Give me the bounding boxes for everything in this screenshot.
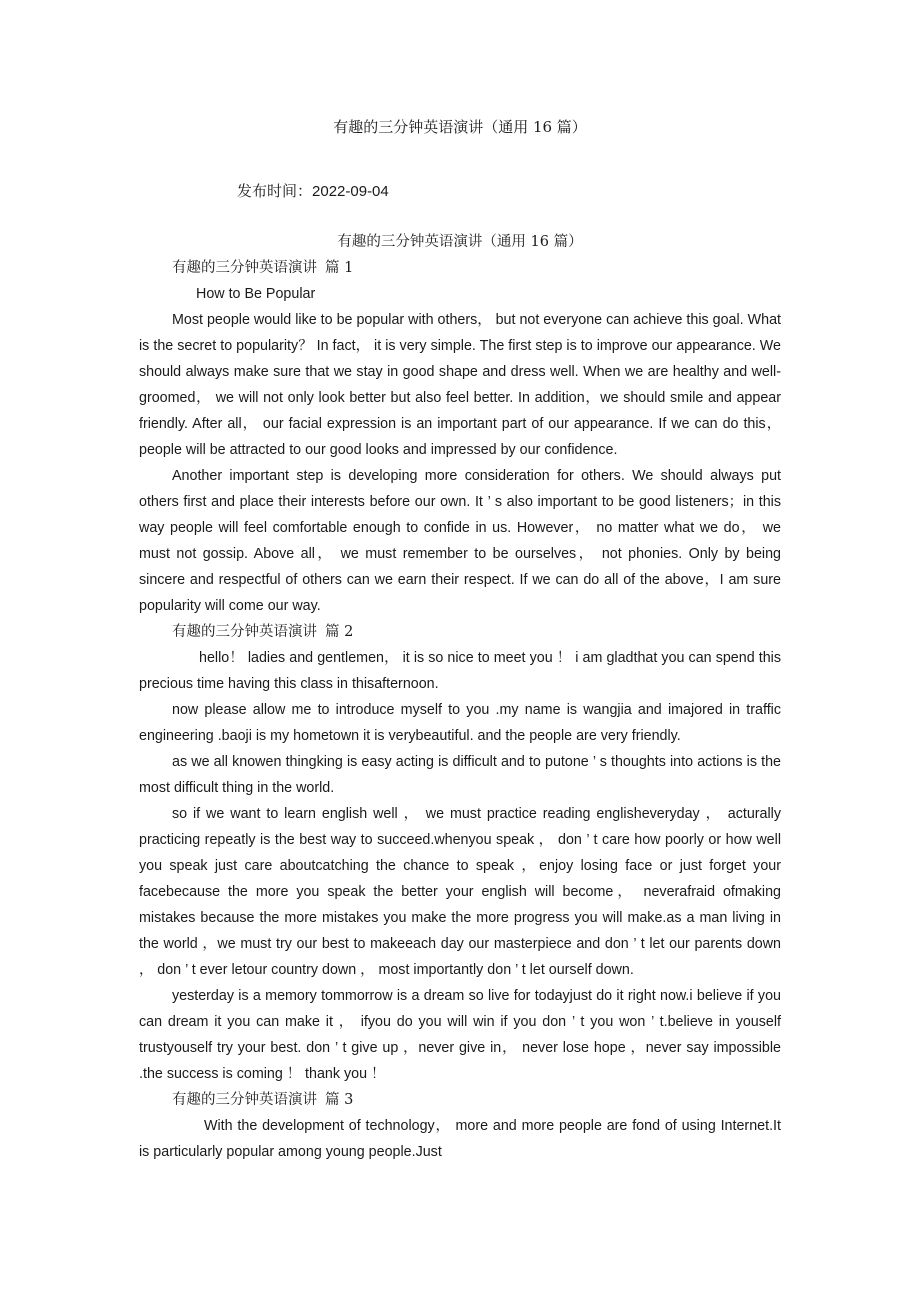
section-heading-2 [139, 619, 781, 645]
section-number: 篇 2 [325, 624, 354, 640]
section-heading-3 [139, 1087, 781, 1113]
publish-date-label: 发布时间： [237, 182, 313, 200]
document-body [139, 229, 781, 1165]
paragraph: now please allow me to introduce myself to you .my name is wangjia and imajored in traffic engineering .baoji is my hometown it is verybeautiful. and the people are very friendly. [139, 702, 781, 744]
publish-date-line [237, 180, 389, 201]
publish-date-value: 2022-09-04 [312, 183, 389, 200]
paragraph: Most people would like to be popular with others， but not everyone can achieve this goal. What is the secret to popularity？ In fact， it is very simple. The first step is to improve our appearance. We should always make sure that we stay in good shape and dress well. When we are healthy and well-groomed， we will not only look better but also feel better. In addition，we should smile and appear friendly. After all， our facial expression is an important part of our appearance. If we can do this， people will be attracted to our good looks and impressed by our confidence. [139, 312, 781, 458]
paragraph: With the development of technology， more and more people are fond of using Internet.It is particularly popular among young people.Just [139, 1118, 781, 1160]
paragraph: so if we want to learn english well ， we must practice reading englisheveryday ， acturally practicing repeatly is the best way to succeed.whenyou speak ， don ’ t care how poorly or how well you speak just care aboutcatching the chance to speak ，enjoy losing face or just forget your facebecause the more you speak the better your english will become， neverafraid ofmaking mistakes because the more mistakes you make the more progress you will make.as a man living in the world ，we must try our best to makeeach day our masterpiece and don ’ t let our parents down ， don ’ t ever letour country down ， most importantly don ’ t let ourself down. [139, 806, 781, 978]
document-subtitle: 有趣的三分钟英语演讲（通用 16 篇） [337, 234, 583, 250]
section-heading-text: 有趣的三分钟英语演讲 [172, 1092, 317, 1108]
section-heading-text: 有趣的三分钟英语演讲 [172, 260, 317, 276]
section-heading-1 [139, 255, 781, 281]
paragraph: Another important step is developing more consideration for others. We should always put others first and place their interests before our own. It ’ s also important to be good listeners；in this way people will feel comfortable enough to confide in us. However， no matter what we do， we must not gossip. Above all， we must remember to be ourselves， not phonies. Only by being sincere and respectful of others can we earn their respect. If we can do all of the above，I am sure popularity will come our way. [139, 468, 781, 614]
section-heading-text: 有趣的三分钟英语演讲 [172, 624, 317, 640]
paragraph: yesterday is a memory tommorrow is a dream so live for todayjust do it right now.i believe if you can dream it you can make it ， ifyou do you will win if you don ’ t you won ’ t.believe in youself trustyouself try your best. don ’ t give up ，never give in， never lose hope ，never say impossible .the success is coming ！ thank you ！ [139, 988, 781, 1082]
paragraph: as we all knowen thingking is easy acting is difficult and to putone ’ s thoughts into actions is the most difficult thing in the world. [139, 754, 781, 796]
section-number: 篇 1 [325, 260, 354, 276]
paragraph: hello！ ladies and gentlemen， it is so nice to meet you ！ i am gladthat you can spend this precious time having this class in thisafternoon. [139, 650, 781, 692]
document-title: 有趣的三分钟英语演讲（通用 16 篇） [333, 118, 587, 136]
essay-title: How to Be Popular [196, 286, 316, 302]
section-number: 篇 3 [325, 1092, 354, 1108]
